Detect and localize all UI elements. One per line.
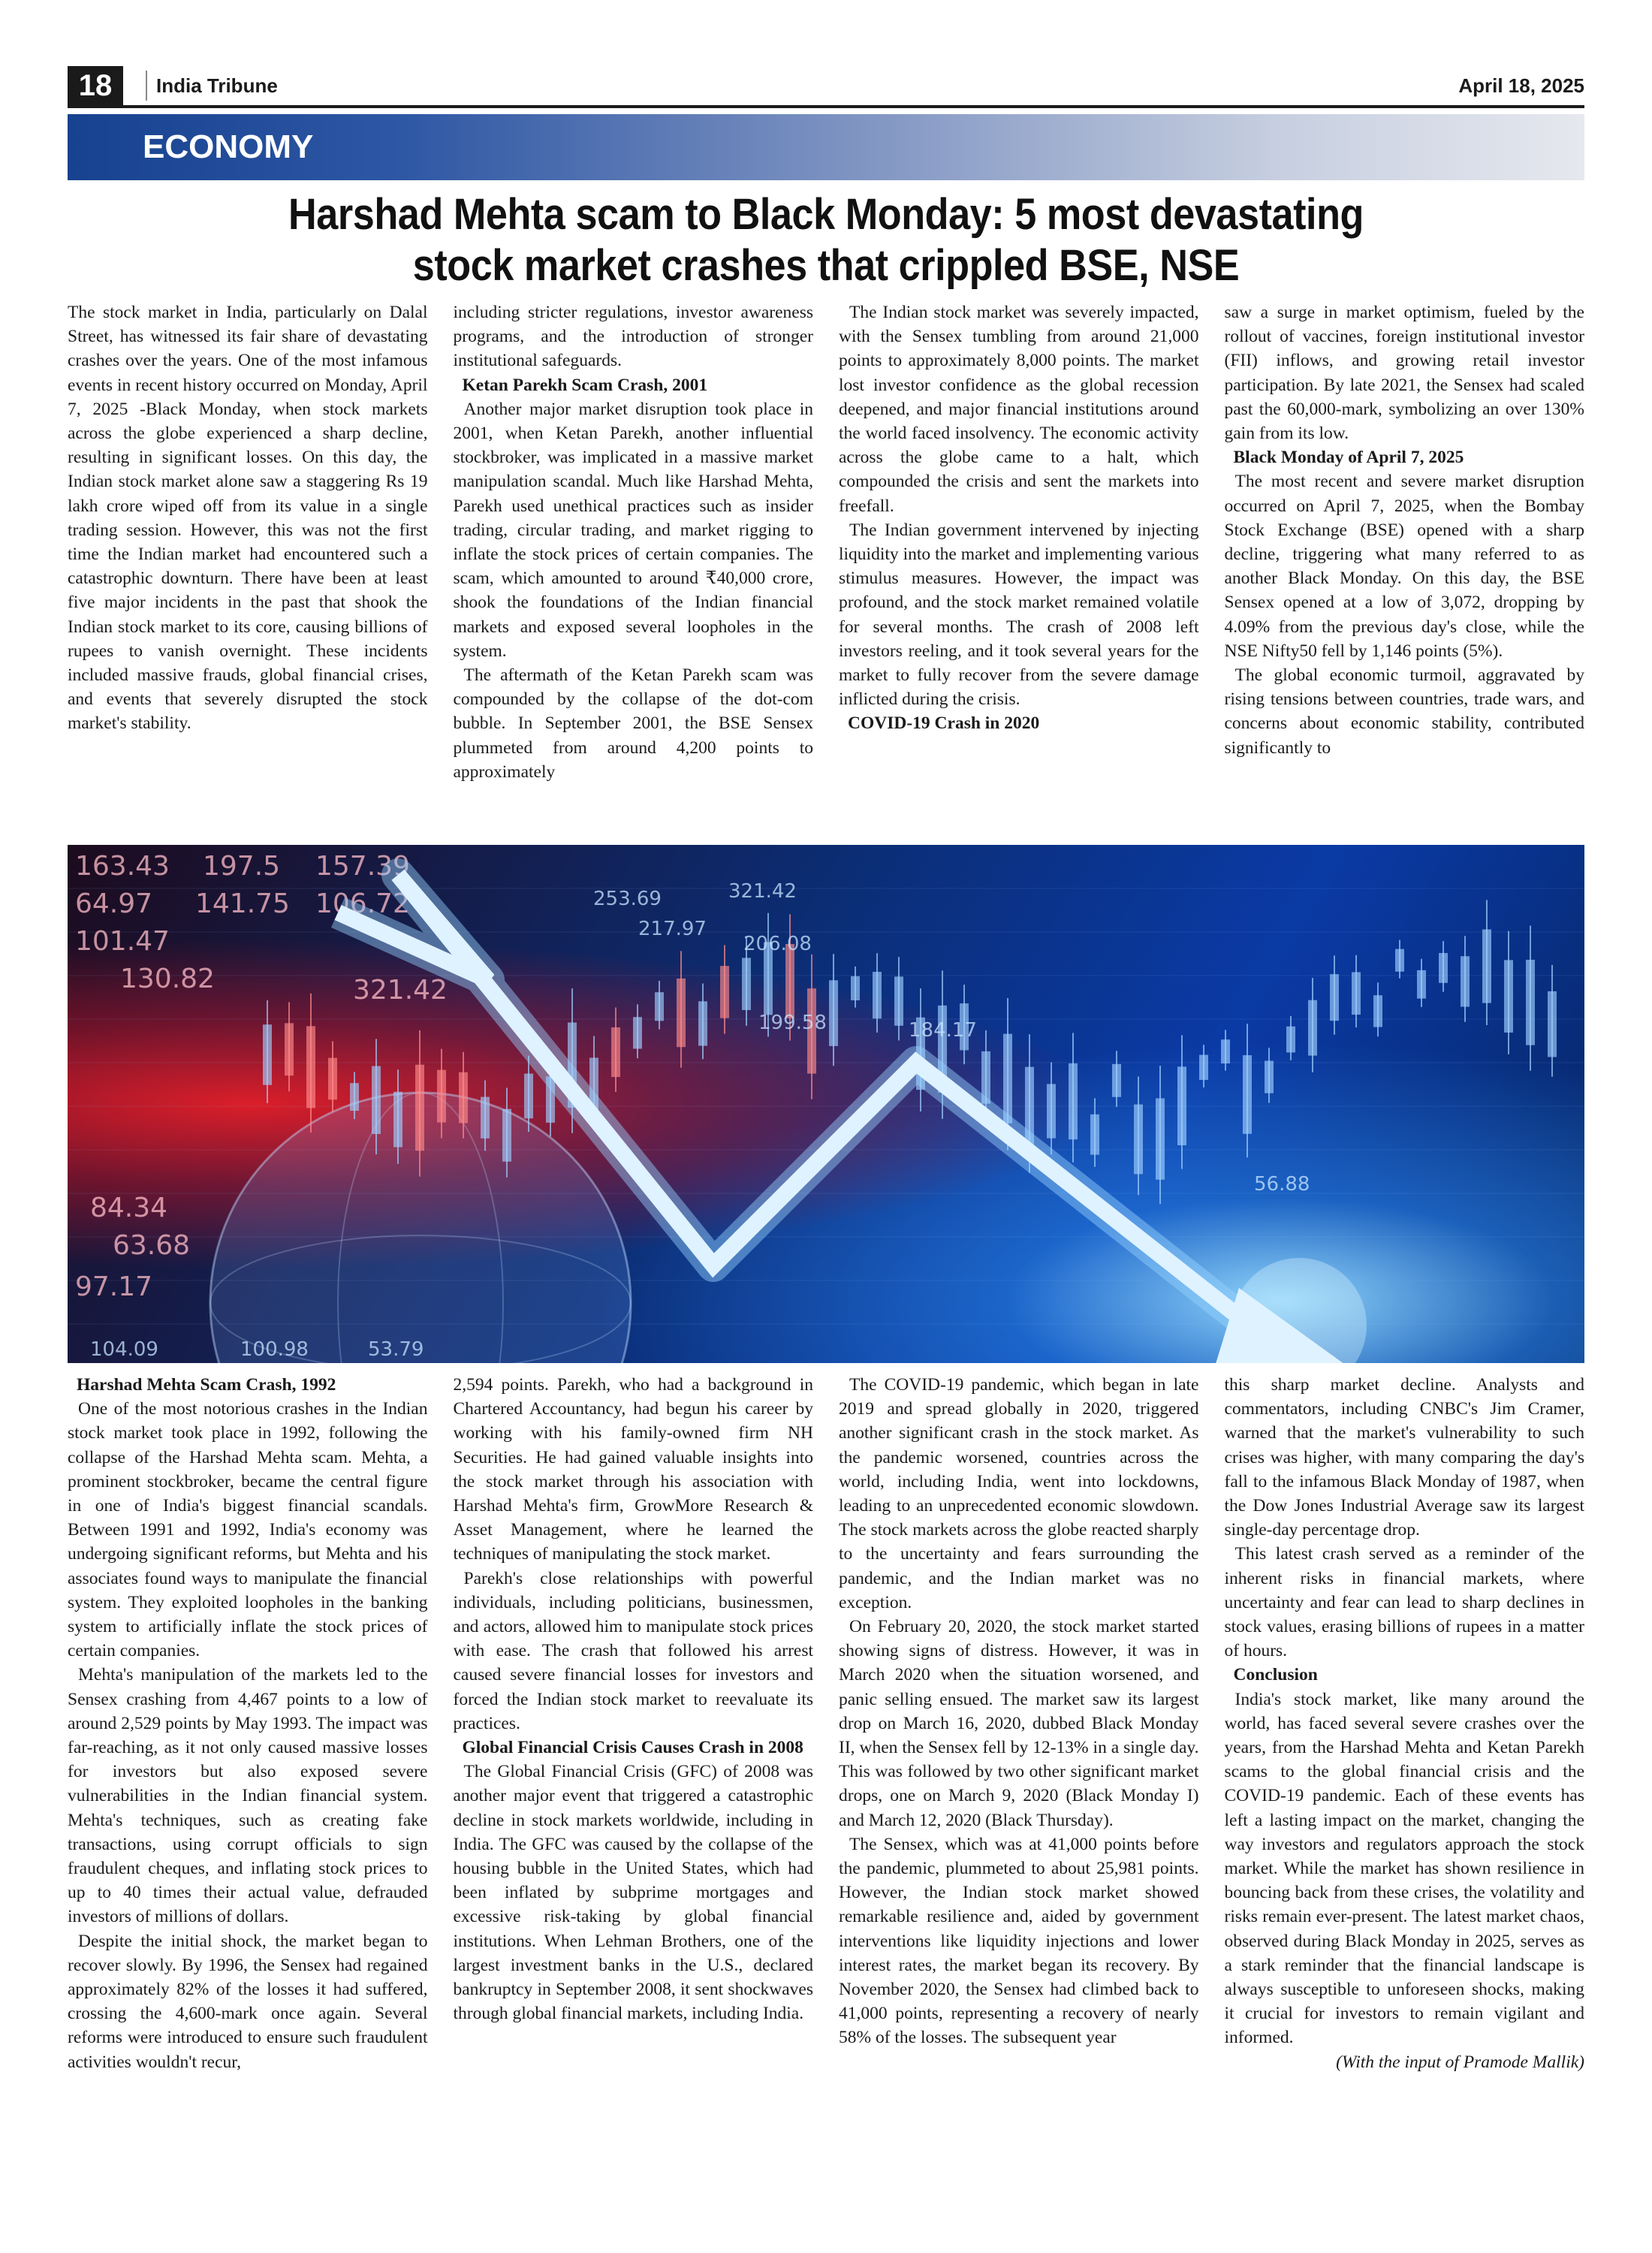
candlestick-body xyxy=(1090,1114,1099,1155)
candlestick-body xyxy=(633,1017,642,1048)
candlestick-body xyxy=(742,958,751,1010)
paragraph: The global economic turmoil, aggravated by rising tensions between countries, trade wars, and concerns about economic stability, contributed significantly to xyxy=(1224,665,1584,758)
candlestick-body xyxy=(851,976,860,1000)
headline-line-2: stock market crashes that crippled BSE, NSE xyxy=(412,241,1240,290)
candlestick-body xyxy=(1482,930,1491,1003)
candlestick-body xyxy=(655,992,664,1021)
candlestick-body xyxy=(285,1023,294,1075)
paragraph: Despite the initial shock, the market began to recover slowly. By 1996, the Sensex had regained approximately 82% of the losses it had suffered, crossing the 4,600-mark once again. Several reforms were introduced to ensure such fraudulent activities wouldn't recur, xyxy=(68,1931,428,2072)
column-1 xyxy=(68,1373,428,2199)
paragraph: this sharp market decline. Analysts and commentators, including CNBC's Jim Cramer, warned that the market's vulnerability to such crises was higher, with many comparing the day's fall to the infamous Black Monday of 1987, when the Dow Jones Industrial Average saw its largest single-day percentage drop. xyxy=(1224,1375,1584,1540)
paragraph: The Sensex, which was at 41,000 points before the pandemic, plummeted to about 25,981 points. However, the Indian stock market showed remarkable resilience and, aided by government interventions like liquidity injections and lower interest rates, the market began its recovery. By November 2020, the Sensex had climbed back to 41,000 points, representing a recovery of nearly 58% of the losses. The subsequent year xyxy=(839,1834,1199,2048)
candlestick-body xyxy=(1461,956,1470,1006)
paragraph: Mehta's manipulation of the markets led to the Sensex crashing from 4,467 points to a low of around 2,529 points by May 1993. The impact was far-reaching, as it not only caused massive losses for investors but also exposed severe vulnerabilities in the Indian financial system. Mehta's techniques, such as creating fake transactions, using corrupt officials to sign fraudulent cheques, and inflating stock prices to up to 40 times their actual value, defrauded investors of millions of dollars. xyxy=(68,1665,428,1927)
candlestick-body xyxy=(1526,960,1535,1045)
candlestick-body xyxy=(698,1001,707,1045)
ticker-number: 163.43 xyxy=(75,851,170,882)
candlestick-body xyxy=(873,972,882,1018)
publication-date: April 18, 2025 xyxy=(1458,74,1584,97)
paragraph: One of the most notorious crashes in the Indian stock market took place in 1992, following the collapse of the Harshad Mehta scam. Mehta, a prominent stockbroker, became the central figure in one of India's biggest financial scandals. Between 1991 and 1992, India's economy was undergoing significant reforms, but Mehta and his associates found ways to manipulate the financial system. They exploited loopholes in the banking system to artificially inflate the stock prices of certain companies. xyxy=(68,1399,428,1661)
candlestick-body xyxy=(481,1097,490,1139)
article-top-columns xyxy=(68,300,1584,837)
paragraph: 2,594 points. Parekh, who had a background in Chartered Accountancy, had begun his career by working with his family-owned firm NH Securities. He had gained valuable insights into the stock market through his association with Harshad Mehta's firm, GrowMore Research & Asset Management, where he learned the techniques of manipulating the stock market. xyxy=(453,1375,813,1564)
candlestick-body xyxy=(502,1109,511,1162)
candlestick-body xyxy=(1373,995,1382,1027)
glow-burst xyxy=(1231,1258,1367,1363)
ticker-number: 53.79 xyxy=(368,1338,424,1361)
ticker-number: 197.5 xyxy=(203,851,281,882)
candlestick-body xyxy=(1243,1055,1252,1134)
candlestick-body xyxy=(720,966,729,1018)
ticker-number: 321.42 xyxy=(353,975,448,1006)
candlestick-body xyxy=(350,1083,359,1111)
header-rule xyxy=(68,105,1584,108)
subheading: COVID-19 Crash in 2020 xyxy=(848,713,1040,734)
ticker-number: 63.68 xyxy=(113,1230,191,1261)
ticker-number: 64.97 xyxy=(75,888,153,919)
candlestick-body xyxy=(1221,1039,1230,1063)
ticker-number: 101.47 xyxy=(75,926,170,957)
headline-line-1: Harshad Mehta scam to Black Monday: 5 most devastating xyxy=(288,190,1364,239)
candlestick-body xyxy=(1439,953,1448,983)
column-2 xyxy=(454,1373,814,2199)
crash-graphic xyxy=(68,845,1584,1363)
ticker-number: 130.82 xyxy=(120,964,215,994)
ticker-number: 97.17 xyxy=(75,1271,153,1302)
candlestick-body xyxy=(1417,970,1426,999)
candlestick-body xyxy=(829,980,838,1046)
paragraph: saw a surge in market optimism, fueled by the rollout of vaccines, foreign institutional investor (FII) inflows, and growing retail investor participation. By late 2021, the Sensex had scaled past the 60,000-mark, symbolizing an over 130% gain from its low. xyxy=(1224,303,1584,444)
candlestick-body xyxy=(1134,1105,1143,1175)
ticker-number: 141.75 xyxy=(195,888,290,919)
candlestick-body xyxy=(459,1072,468,1123)
headline xyxy=(184,189,1468,291)
paragraph: Another major market disruption took place in 2001, when Ketan Parekh, another influential stockbroker, was implicated in a massive market manipulation scandal. Much like Harshad Mehta, Parekh used unethical practices such as insider trading, circular trading, and market rigging to inflate the stock prices of certain companies. The scam, which amounted to around ₹40,000 crore, shook the foundations of the Indian financial markets and exposed several loopholes in the system. xyxy=(453,399,813,661)
candlestick-body xyxy=(328,1058,337,1100)
paragraph: India's stock market, like many around the world, has faced several severe crashes over the years, from the Harshad Mehta and Ketan Parekh scams to the global financial crisis and the COVID-19 pandemic. Each of these events has left a lasting impact on the market, changing the way investors and regulators approach the stock market. While the market has shown resilience in bouncing back from these crises, the volatility and risks remain ever-present. The latest market chaos, observed during Black Monday in 2025, serves as a stark reminder that the financial landscape is always susceptible to unforeseen shocks, making it crucial for investors to remain vigilant and informed. xyxy=(1224,1689,1584,2048)
candlestick-body xyxy=(415,1065,424,1151)
candlestick-body xyxy=(611,1027,620,1077)
candlestick-body xyxy=(1286,1027,1295,1053)
ticker-number: 199.58 xyxy=(758,1012,827,1034)
paragraph: The COVID-19 pandemic, which began in late 2019 and spread globally in 2020, triggered another significant crash in the stock market. As the pandemic worsened, countries across the world, including India, went into lockdowns, leading to an unprecedented economic slowdown. The stock markets across the globe reacted sharply to the uncertainty and fears surrounding the pandemic, and the Indian market was no exception. xyxy=(839,1375,1199,1612)
paragraph: including stricter regulations, investor awareness programs, and the introduction of stronger institutional safeguards. xyxy=(453,303,813,371)
candlestick-body xyxy=(894,976,903,1025)
ticker-number: 104.09 xyxy=(90,1338,158,1361)
ticker-number: 157.39 xyxy=(315,851,410,882)
candlestick-body xyxy=(372,1066,381,1134)
paragraph: The Global Financial Crisis (GFC) of 2008 was another major event that triggered a catastrophic decline in stock markets worldwide, including in India. The GFC was caused by the collapse of the housing bubble in the United States, which had been inflated by subprime mortgages and excessive risk-taking by global financial institutions. When Lehman Brothers, one of the largest investment banks in the U.S., declared bankruptcy in September 2008, it sent shockwaves through global financial markets, including India. xyxy=(453,1762,813,2024)
column-3 xyxy=(839,1373,1199,2199)
subheading: Conclusion xyxy=(1233,1665,1318,1685)
candlestick-body xyxy=(1003,1034,1012,1123)
subheading: Ketan Parekh Scam Crash, 2001 xyxy=(462,375,708,395)
market-crash-illustration xyxy=(68,845,1584,1363)
ticker-number: 321.42 xyxy=(728,880,797,903)
ticker-number: 253.69 xyxy=(593,888,662,910)
column-1 xyxy=(68,300,428,837)
candlestick-body xyxy=(677,979,686,1047)
candlestick-body xyxy=(524,1074,533,1119)
column-4 xyxy=(1225,1373,1585,2199)
paragraph: The aftermath of the Ketan Parekh scam was compounded by the collapse of the dot-com bubble. In September 2001, the BSE Sensex plummeted from around 4,200 points to approximately xyxy=(453,665,813,782)
ticker-number: 84.34 xyxy=(90,1193,168,1223)
section-band xyxy=(68,114,1584,180)
candlestick-body xyxy=(393,1092,402,1148)
candlestick-body xyxy=(1069,1063,1078,1139)
candlestick-body xyxy=(1352,972,1361,1015)
paragraph: The Indian government intervened by injecting liquidity into the market and implementing various stimulus measures. However, the impact was profound, and the stock market remained volatile for several months. The crash of 2008 left investors reeling, and it took several years for the market to fully recover from the severe damage inflicted during the crisis. xyxy=(839,520,1199,710)
subheading: Global Financial Crisis Causes Crash in 2008 xyxy=(462,1738,803,1758)
ticker-number: 56.88 xyxy=(1254,1173,1310,1196)
paragraph: The Indian stock market was severely impacted, with the Sensex tumbling from around 21,000 points to approximately 8,000 points. The market lost investor confidence as the global recession deepened, and major financial institutions around the world faced insolvency. The economic activity across the globe came to a halt, which compounded the crisis and sent the markets into freefall. xyxy=(839,303,1199,516)
section-label: ECONOMY xyxy=(143,128,314,165)
candlestick-body xyxy=(437,1070,446,1123)
paragraph: Parekh's close relationships with powerful individuals, including politicians, businessmen, and actors, allowed him to manipulate stock prices with ease. The crash that followed his arrest caused severe financial losses for investors and forced the Indian stock market to reevaluate its practices. xyxy=(453,1568,813,1733)
ticker-number: 100.98 xyxy=(240,1338,309,1361)
candlestick-body xyxy=(263,1024,272,1084)
column-3 xyxy=(839,300,1199,837)
candlestick-body xyxy=(1395,949,1404,972)
ticker-number: 206.08 xyxy=(743,933,812,955)
article-bottom-columns xyxy=(68,1373,1584,2199)
paragraph: The stock market in India, particularly on Dalal Street, has witnessed its fair share of devastating crashes over the years. One of the most infamous events in recent history occurred on Monday, April 7, 2025 -Black Monday, when stock markets across the globe experienced a sharp decline, resulting in significant losses. On this day, the Indian stock market alone saw a staggering Rs 19 lakh crore wiped off from its value in a single trading session. However, this was not the first time the Indian market had encountered such a catastrophic downturn. There have been at least five major incidents in the past that shook the Indian stock market to its core, causing billions of rupees to vanish overnight. These incidents included massive frauds, global financial crises, and events that severely disrupted the stock market's stability. xyxy=(68,303,428,734)
candlestick-body xyxy=(1330,974,1339,1021)
candlestick-body xyxy=(306,1026,315,1108)
column-2 xyxy=(454,300,814,837)
candlestick-body xyxy=(1265,1061,1274,1093)
candlestick-body xyxy=(1177,1066,1186,1145)
page-header xyxy=(68,66,1584,105)
paragraph: The most recent and severe market disruption occurred on April 7, 2025, when the Bombay Stock Exchange (BSE) opened with a sharp decline, triggering what many referred to as another Black Monday. On this day, the BSE Sensex opened at a low of 3,072, dropping by 4.09% from the previous day's close, while the NSE Nifty50 fell by 1,146 points (5%). xyxy=(1224,472,1584,661)
subheading: Harshad Mehta Scam Crash, 1992 xyxy=(77,1375,336,1395)
ticker-number: 106.72 xyxy=(315,888,410,919)
ticker-number: 184.17 xyxy=(909,1019,977,1042)
ticker-number: 217.97 xyxy=(638,918,707,940)
paragraph: On February 20, 2020, the stock market started showing signs of distress. However, it was in March 2020 when the situation worsened, and panic selling ensued. The market saw its largest drop on March 16, 2020, dubbed Black Monday II, when the Sensex fell by 12-13% in a single day. This was followed by two other significant market drops, one on March 9, 2020 (Black Monday I) and March 12, 2020 (Black Thursday). xyxy=(839,1617,1199,1830)
candlestick-body xyxy=(1504,960,1513,1032)
column-4 xyxy=(1225,300,1585,837)
candlestick-body xyxy=(1548,991,1557,1057)
candlestick-body xyxy=(1308,1000,1317,1056)
publication-name: India Tribune xyxy=(146,71,278,101)
paragraph: This latest crash served as a reminder of the inherent risks in financial markets, where uncertainty and fear can lead to sharp declines in stock values, erasing billions of rupees in a matter of hours. xyxy=(1224,1544,1584,1661)
candlestick-body xyxy=(1156,1098,1165,1179)
page-number: 18 xyxy=(68,66,123,105)
candlestick-body xyxy=(1112,1064,1121,1097)
candlestick-body xyxy=(1047,1084,1056,1138)
subheading: Black Monday of April 7, 2025 xyxy=(1233,448,1464,468)
article-credit: (With the input of Pramode Mallik) xyxy=(1336,2052,1584,2072)
candlestick-body xyxy=(1199,1055,1208,1080)
